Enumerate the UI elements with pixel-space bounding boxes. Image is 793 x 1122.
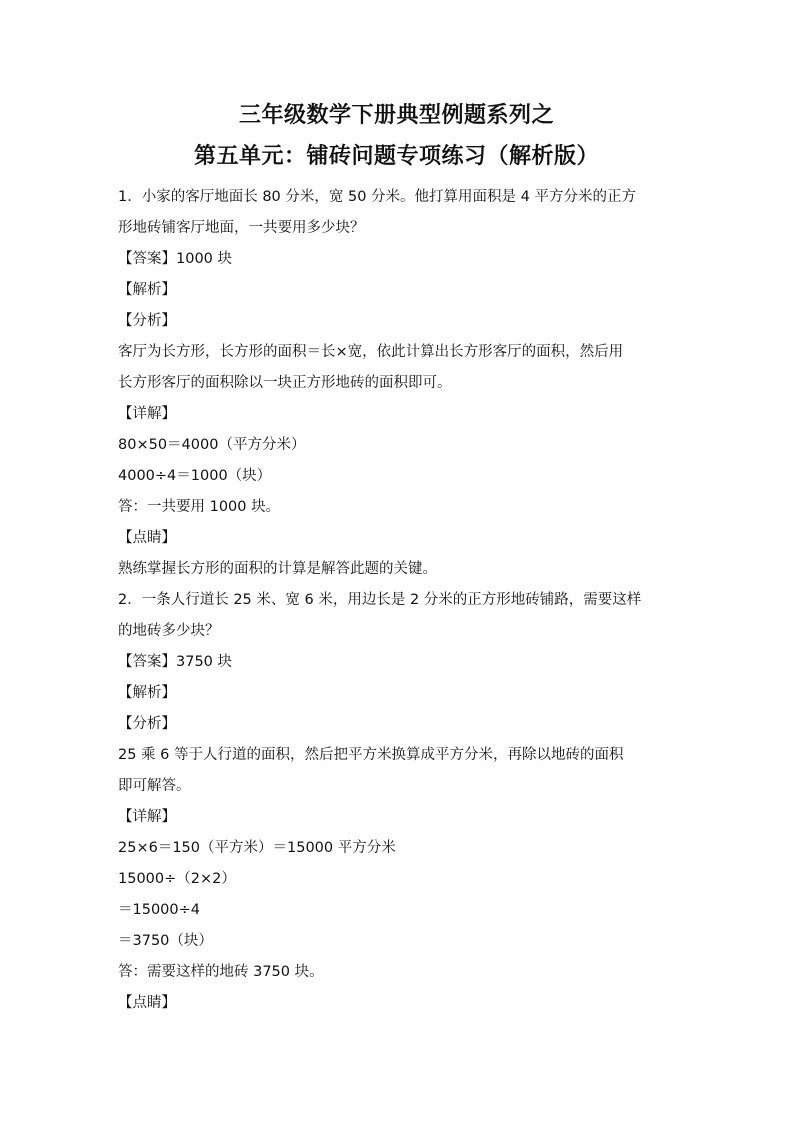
question-text: 1．小家的客厅地面长 80 分米，宽 50 分米。他打算用面积是 4 平方分米的正方	[118, 189, 637, 205]
section-label-jiexi: 【解析】	[118, 685, 176, 701]
detail-line: 15000÷（2×2）	[118, 871, 236, 887]
detail-line: ＝15000÷4	[118, 902, 201, 918]
detail-line: 4000÷4＝1000（块）	[118, 468, 272, 484]
dianjing-text: 熟练掌握长方形的面积的计算是解答此题的关键。	[118, 561, 437, 577]
answer-line: 【答案】3750 块	[118, 654, 233, 670]
answer-line: 【答案】1000 块	[118, 251, 233, 267]
detail-line: 25×6＝150（平方米）＝15000 平方分米	[118, 840, 396, 856]
problem-1	[118, 182, 678, 585]
section-label-dianjing: 【点睛】	[118, 530, 176, 546]
section-label-jiexi: 【解析】	[118, 282, 176, 298]
section-label-fenxi: 【分析】	[118, 716, 176, 732]
section-label-detail: 【详解】	[118, 406, 176, 422]
document-title: 三年级数学下册典型例题系列之	[238, 103, 554, 128]
analysis-text: 客厅为长方形，长方形的面积＝长×宽，依此计算出长方形客厅的面积，然后用	[118, 344, 624, 360]
detail-line: 答：一共要用 1000 块。	[118, 499, 281, 515]
analysis-text: 即可解答。	[118, 778, 191, 794]
analysis-text: 长方形客厅的面积除以一块正方形地砖的面积即可。	[118, 375, 452, 391]
question-text: 的地砖多少块？	[118, 623, 220, 639]
detail-line: ＝3750（块）	[118, 933, 213, 949]
document-subtitle: 第五单元：铺砖问题专项练习（解析版）	[193, 144, 599, 169]
detail-line: 80×50＝4000（平方分米）	[118, 437, 306, 453]
section-label-dianjing: 【点睛】	[118, 995, 176, 1011]
detail-line: 答：需要这样的地砖 3750 块。	[118, 964, 324, 980]
problem-2	[118, 585, 678, 1019]
document-body	[118, 182, 678, 1019]
analysis-text: 25 乘 6 等于人行道的面积，然后把平方米换算成平方分米，再除以地砖的面积	[118, 747, 624, 763]
section-label-fenxi: 【分析】	[118, 313, 176, 329]
section-label-detail: 【详解】	[118, 809, 176, 825]
question-text: 形地砖铺客厅地面，一共要用多少块？	[118, 220, 365, 236]
question-text: 2．一条人行道长 25 米、宽 6 米，用边长是 2 分米的正方形地砖铺路，需要这样	[118, 592, 642, 608]
